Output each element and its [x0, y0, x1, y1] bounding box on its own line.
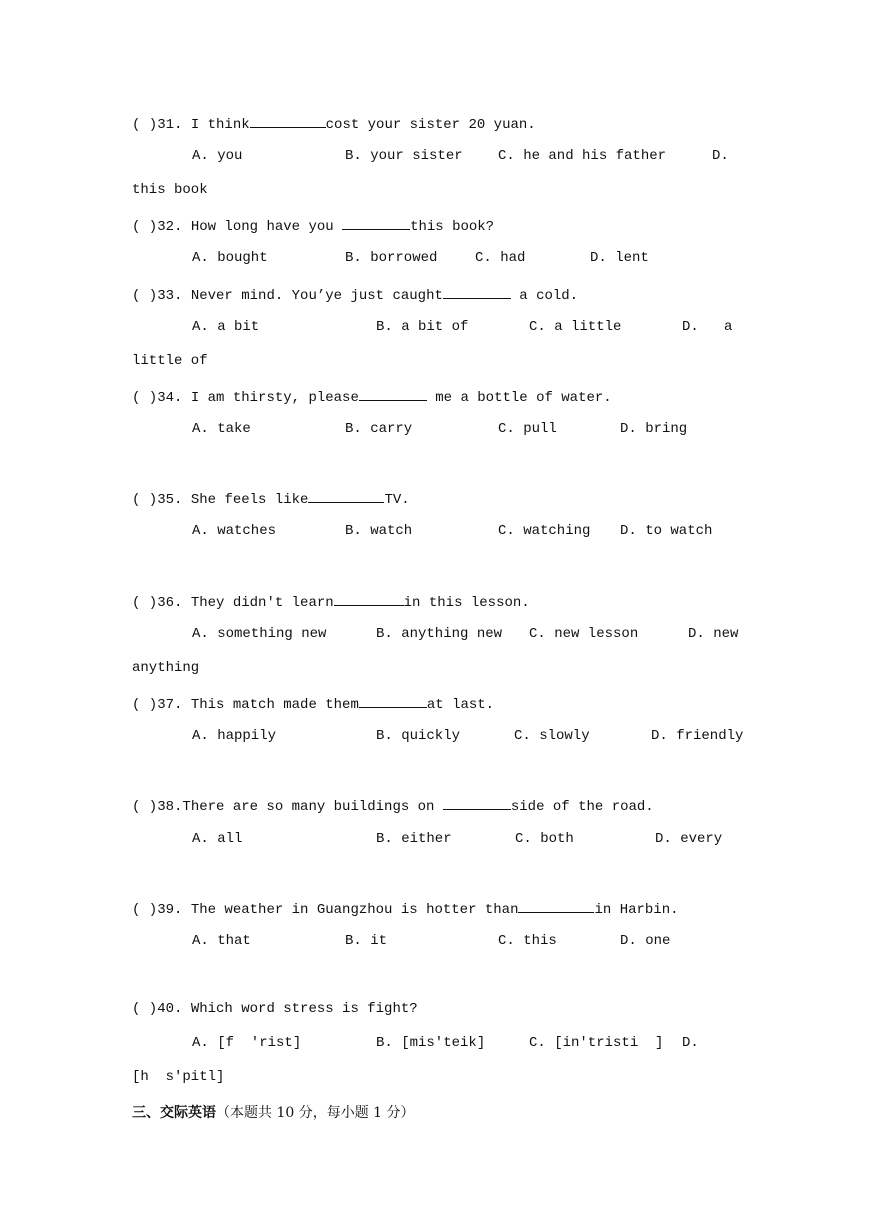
question-text: This match made them: [190, 697, 359, 713]
question-text: How long have you: [190, 219, 343, 235]
answer-blank[interactable]: [342, 215, 410, 230]
option-d: D. to watch: [620, 523, 713, 539]
option-a: A. you: [192, 148, 243, 164]
question-number: ( )32.: [132, 219, 183, 235]
question-37: [132, 693, 494, 714]
option-a: A. [f 'rist]: [192, 1035, 302, 1051]
option-c: C. new lesson: [529, 626, 639, 642]
question-text: She feels like: [190, 492, 309, 508]
option-a: A. all: [192, 831, 243, 847]
option-c: C. this: [498, 933, 557, 949]
question-text-after: a cold.: [510, 288, 579, 304]
question-text: There are so many buildings on: [182, 799, 443, 815]
option-d-wrap: [h s'pitl]: [132, 1069, 225, 1085]
option-c: C. a little: [529, 319, 622, 335]
question-34: [132, 386, 612, 407]
question-number: ( )31.: [132, 117, 183, 133]
option-a: A. bought: [192, 250, 268, 266]
option-c: C. both: [515, 831, 574, 847]
option-d: D. lent: [590, 250, 649, 266]
question-text: I think: [190, 117, 250, 133]
option-b: B. either: [376, 831, 452, 847]
section-heading: [132, 1102, 415, 1122]
option-d: D. new: [688, 626, 739, 642]
answer-blank[interactable]: [518, 898, 594, 913]
question-number: ( )37.: [132, 697, 183, 713]
option-d: D. one: [620, 933, 671, 949]
option-b: B. [mis'teik]: [376, 1035, 486, 1051]
option-b: B. watch: [345, 523, 413, 539]
question-number: ( )39.: [132, 902, 183, 918]
question-text: They didn't learn: [190, 595, 334, 611]
question-text: Never mind. You’ye just caught: [190, 288, 443, 304]
option-b: B. a bit of: [376, 319, 469, 335]
question-40: [132, 1000, 418, 1018]
question-text-after: me a bottle of water.: [426, 390, 612, 406]
question-39: [132, 898, 679, 919]
question-number: ( )40.: [132, 1001, 183, 1017]
question-text-after: this book?: [410, 219, 495, 235]
option-b: B. anything new: [376, 626, 503, 642]
option-a: A. happily: [192, 728, 277, 744]
answer-blank[interactable]: [443, 795, 511, 810]
option-d: D. a: [682, 319, 733, 335]
option-b: B. your sister: [345, 148, 463, 164]
question-text-after: in this lesson.: [403, 595, 530, 611]
question-text-after: side of the road.: [510, 799, 654, 815]
question-35: [132, 488, 410, 509]
answer-blank[interactable]: [334, 591, 404, 606]
answer-blank[interactable]: [359, 693, 427, 708]
option-d-wrap: this book: [132, 182, 208, 198]
option-a: A. a bit: [192, 319, 260, 335]
option-b: B. quickly: [376, 728, 461, 744]
question-text: Which word stress is fight?: [190, 1001, 418, 1017]
question-33: [132, 284, 578, 305]
option-d: D. friendly: [651, 728, 744, 744]
question-32: [132, 215, 494, 236]
answer-blank[interactable]: [308, 488, 384, 503]
option-a: A. something new: [192, 626, 327, 642]
answer-blank[interactable]: [359, 386, 427, 401]
section-title: 三、交际英语: [132, 1105, 216, 1121]
option-b: B. borrowed: [345, 250, 438, 266]
question-36: [132, 591, 530, 612]
option-b: B. carry: [345, 421, 413, 437]
question-38: [132, 795, 654, 816]
answer-blank[interactable]: [250, 113, 326, 128]
question-number: ( )36.: [132, 595, 183, 611]
section-note: （本题共 10 分，每小题 1 分）: [216, 1105, 415, 1121]
question-text-after: cost your sister 20 yuan.: [325, 117, 536, 133]
option-c: C. [in'tristi ]: [529, 1035, 664, 1051]
option-d-wrap: anything: [132, 660, 200, 676]
option-a: A. that: [192, 933, 251, 949]
question-text-after: at last.: [426, 697, 495, 713]
option-c: C. watching: [498, 523, 591, 539]
option-d-wrap: little of: [132, 353, 208, 369]
option-c: C. pull: [498, 421, 557, 437]
option-d: D. bring: [620, 421, 688, 437]
question-text: I am thirsty, please: [190, 390, 359, 406]
option-c: C. had: [475, 250, 526, 266]
option-c: C. slowly: [514, 728, 590, 744]
question-text-after: in Harbin.: [594, 902, 679, 918]
option-d: D.: [682, 1035, 699, 1051]
question-text-after: TV.: [384, 492, 410, 508]
option-a: A. watches: [192, 523, 277, 539]
question-number: ( )38.: [132, 799, 183, 815]
question-number: ( )33.: [132, 288, 183, 304]
question-number: ( )34.: [132, 390, 183, 406]
question-number: ( )35.: [132, 492, 183, 508]
option-d: D. every: [655, 831, 723, 847]
option-b: B. it: [345, 933, 388, 949]
question-text: The weather in Guangzhou is hotter than: [190, 902, 519, 918]
option-c: C. he and his father: [498, 148, 667, 164]
option-a: A. take: [192, 421, 251, 437]
option-d: D.: [712, 148, 729, 164]
answer-blank[interactable]: [443, 284, 511, 299]
question-31: [132, 113, 536, 134]
